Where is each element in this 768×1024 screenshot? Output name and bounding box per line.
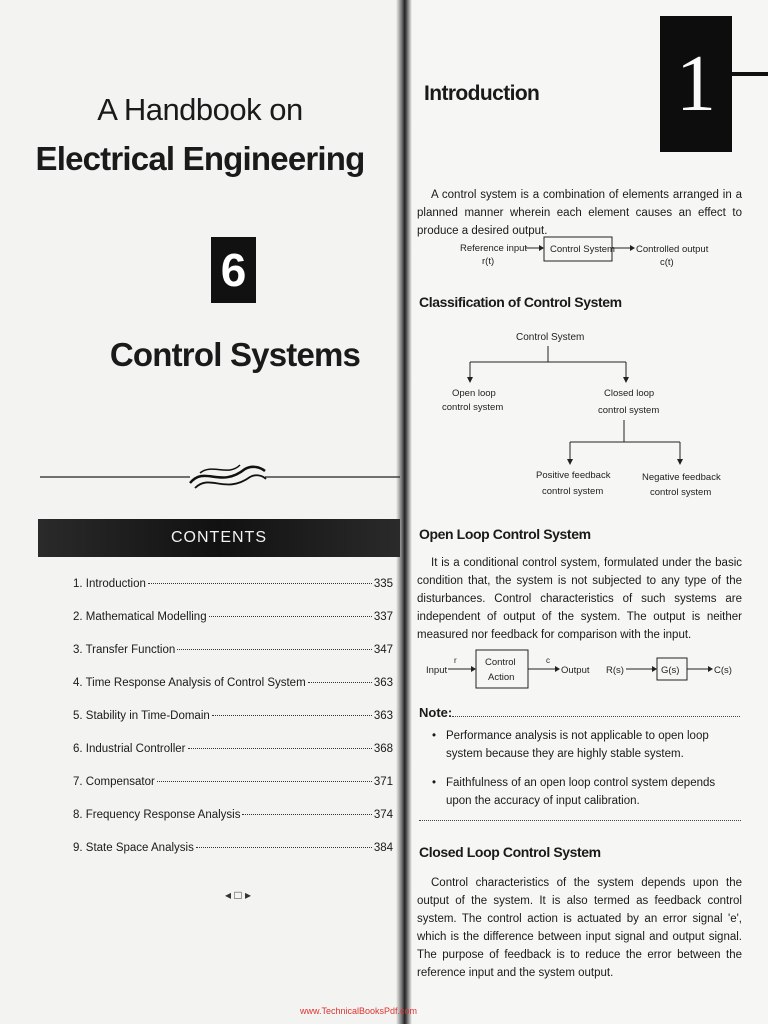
diagram-output-label: Controlled output [636,244,709,255]
toc-item[interactable] [73,842,393,875]
closed-loop-paragraph: Control characteristics of the system depends upon the output of the system. It is also termed as feedback control system. The control action is actuated by an error signal 'e', which is the difference between input signal and output signal. The purpose of feedback is to reduce the error between the reference input and the system output. [417,877,742,979]
toc-page: 363 [373,710,393,722]
volume-number-badge: 6 [211,237,256,303]
toc-leader [148,583,372,584]
toc-page: 347 [373,644,393,656]
toc-item[interactable] [73,644,393,677]
tree-closed-loop-line1: Closed loop [604,388,655,399]
tree-positive-line1: Positive feedback [536,470,611,481]
chapter-tab-line [732,72,768,76]
toc-leader [188,748,372,749]
decorative-divider [40,455,400,495]
toc-leader [177,649,372,650]
toc-leader [212,715,372,716]
chapter-number-badge: 1 [660,16,732,152]
tree-closed-loop-line2: control system [598,405,660,416]
volume-title: Control Systems [109,336,361,373]
block-diagram-control-system [430,232,730,276]
toc-label: 8. Frequency Response Analysis [73,809,241,821]
toc-page: 368 [373,743,393,755]
ol-signal-r: r [454,656,457,665]
toc-label: 7. Compensator [73,776,155,788]
page-marker: ◂ □ ▸ [225,888,251,902]
toc-item[interactable] [73,743,393,776]
toc-label: 5. Stability in Time-Domain [73,710,210,722]
footer-watermark[interactable]: www.TechnicalBooksPdf.com [300,1006,418,1016]
intro-paragraph: A control system is a combination of elements arranged in a planned manner wherein each element causes an effect to produce a desired output. [417,189,742,237]
diagram-input-label: Reference input [460,243,528,254]
toc-label: 6. Industrial Controller [73,743,186,755]
ol-input-label: Input [426,665,448,676]
tree-negative-line2: control system [650,487,712,498]
toc-leader [196,847,372,848]
note-item [432,774,742,810]
contents-header: CONTENTS [38,519,400,557]
table-of-contents [73,578,393,875]
toc-label: 2. Mathematical Modelling [73,611,207,623]
classification-tree-diagram [430,325,730,505]
note-dotted-rule [452,716,740,717]
open-loop-block-diagram [424,646,742,694]
ol-box-line1: Control [485,657,516,668]
toc-item[interactable] [73,611,393,644]
toc-item[interactable] [73,677,393,710]
toc-page: 337 [373,611,393,623]
ol-cs: C(s) [714,665,732,676]
open-loop-heading: Open Loop Control System [419,526,591,542]
note-end-rule [419,820,741,821]
bullet-icon: • [432,730,437,742]
toc-label: 1. Introduction [73,578,146,590]
note-text: Faithfulness of an open loop control system depends upon the accuracy of input calibration. [446,777,716,807]
open-loop-paragraph: It is a conditional control system, formulated under the basic condition that, the system is not subjected to any type of the disturbances. Control characteristics of such systems are independent of output of the system. The output is neither measured nor feedback for comparison with the input. [417,557,742,641]
diagram-output-signal: c(t) [660,257,674,268]
ol-signal-c: c [546,656,550,665]
ol-rs: R(s) [606,665,624,676]
toc-item[interactable] [73,710,393,743]
note-heading: Note: [419,705,453,720]
closed-loop-heading: Closed Loop Control System [419,844,601,860]
tree-open-loop-line2: control system [442,402,504,413]
toc-item[interactable] [73,578,393,611]
tree-open-loop-line1: Open loop [452,388,496,399]
book-title-line2: Electrical Engineering [35,140,365,177]
tree-negative-line1: Negative feedback [642,472,721,483]
tree-positive-line2: control system [542,486,604,497]
toc-label: 3. Transfer Function [73,644,176,656]
toc-page: 371 [373,776,393,788]
toc-leader [157,781,372,782]
toc-item[interactable] [73,776,393,809]
toc-leader [308,682,372,683]
toc-leader [209,616,372,617]
toc-page: 335 [373,578,393,590]
diagram-input-signal: r(t) [482,256,495,267]
toc-page: 363 [373,677,393,689]
section-title: Introduction [424,82,540,105]
ol-gs: G(s) [661,665,680,676]
toc-item[interactable] [73,809,393,842]
toc-page: 374 [373,809,393,821]
toc-leader [242,814,371,815]
diagram-box-label: Control System [550,244,615,255]
ol-output-label: Output [561,665,590,676]
note-item [432,727,742,763]
toc-label: 9. State Space Analysis [73,842,194,854]
note-text: Performance analysis is not applicable to open loop system because they are highly stable system. [446,730,709,760]
tree-root: Control System [516,332,585,343]
right-page [405,0,768,1024]
classification-heading: Classification of Control System [419,294,622,310]
bullet-icon: • [432,777,437,789]
ol-box-line2: Action [488,672,515,683]
toc-label: 4. Time Response Analysis of Control System [73,677,306,689]
book-title-line1: A Handbook on [97,92,303,127]
toc-page: 384 [373,842,393,854]
